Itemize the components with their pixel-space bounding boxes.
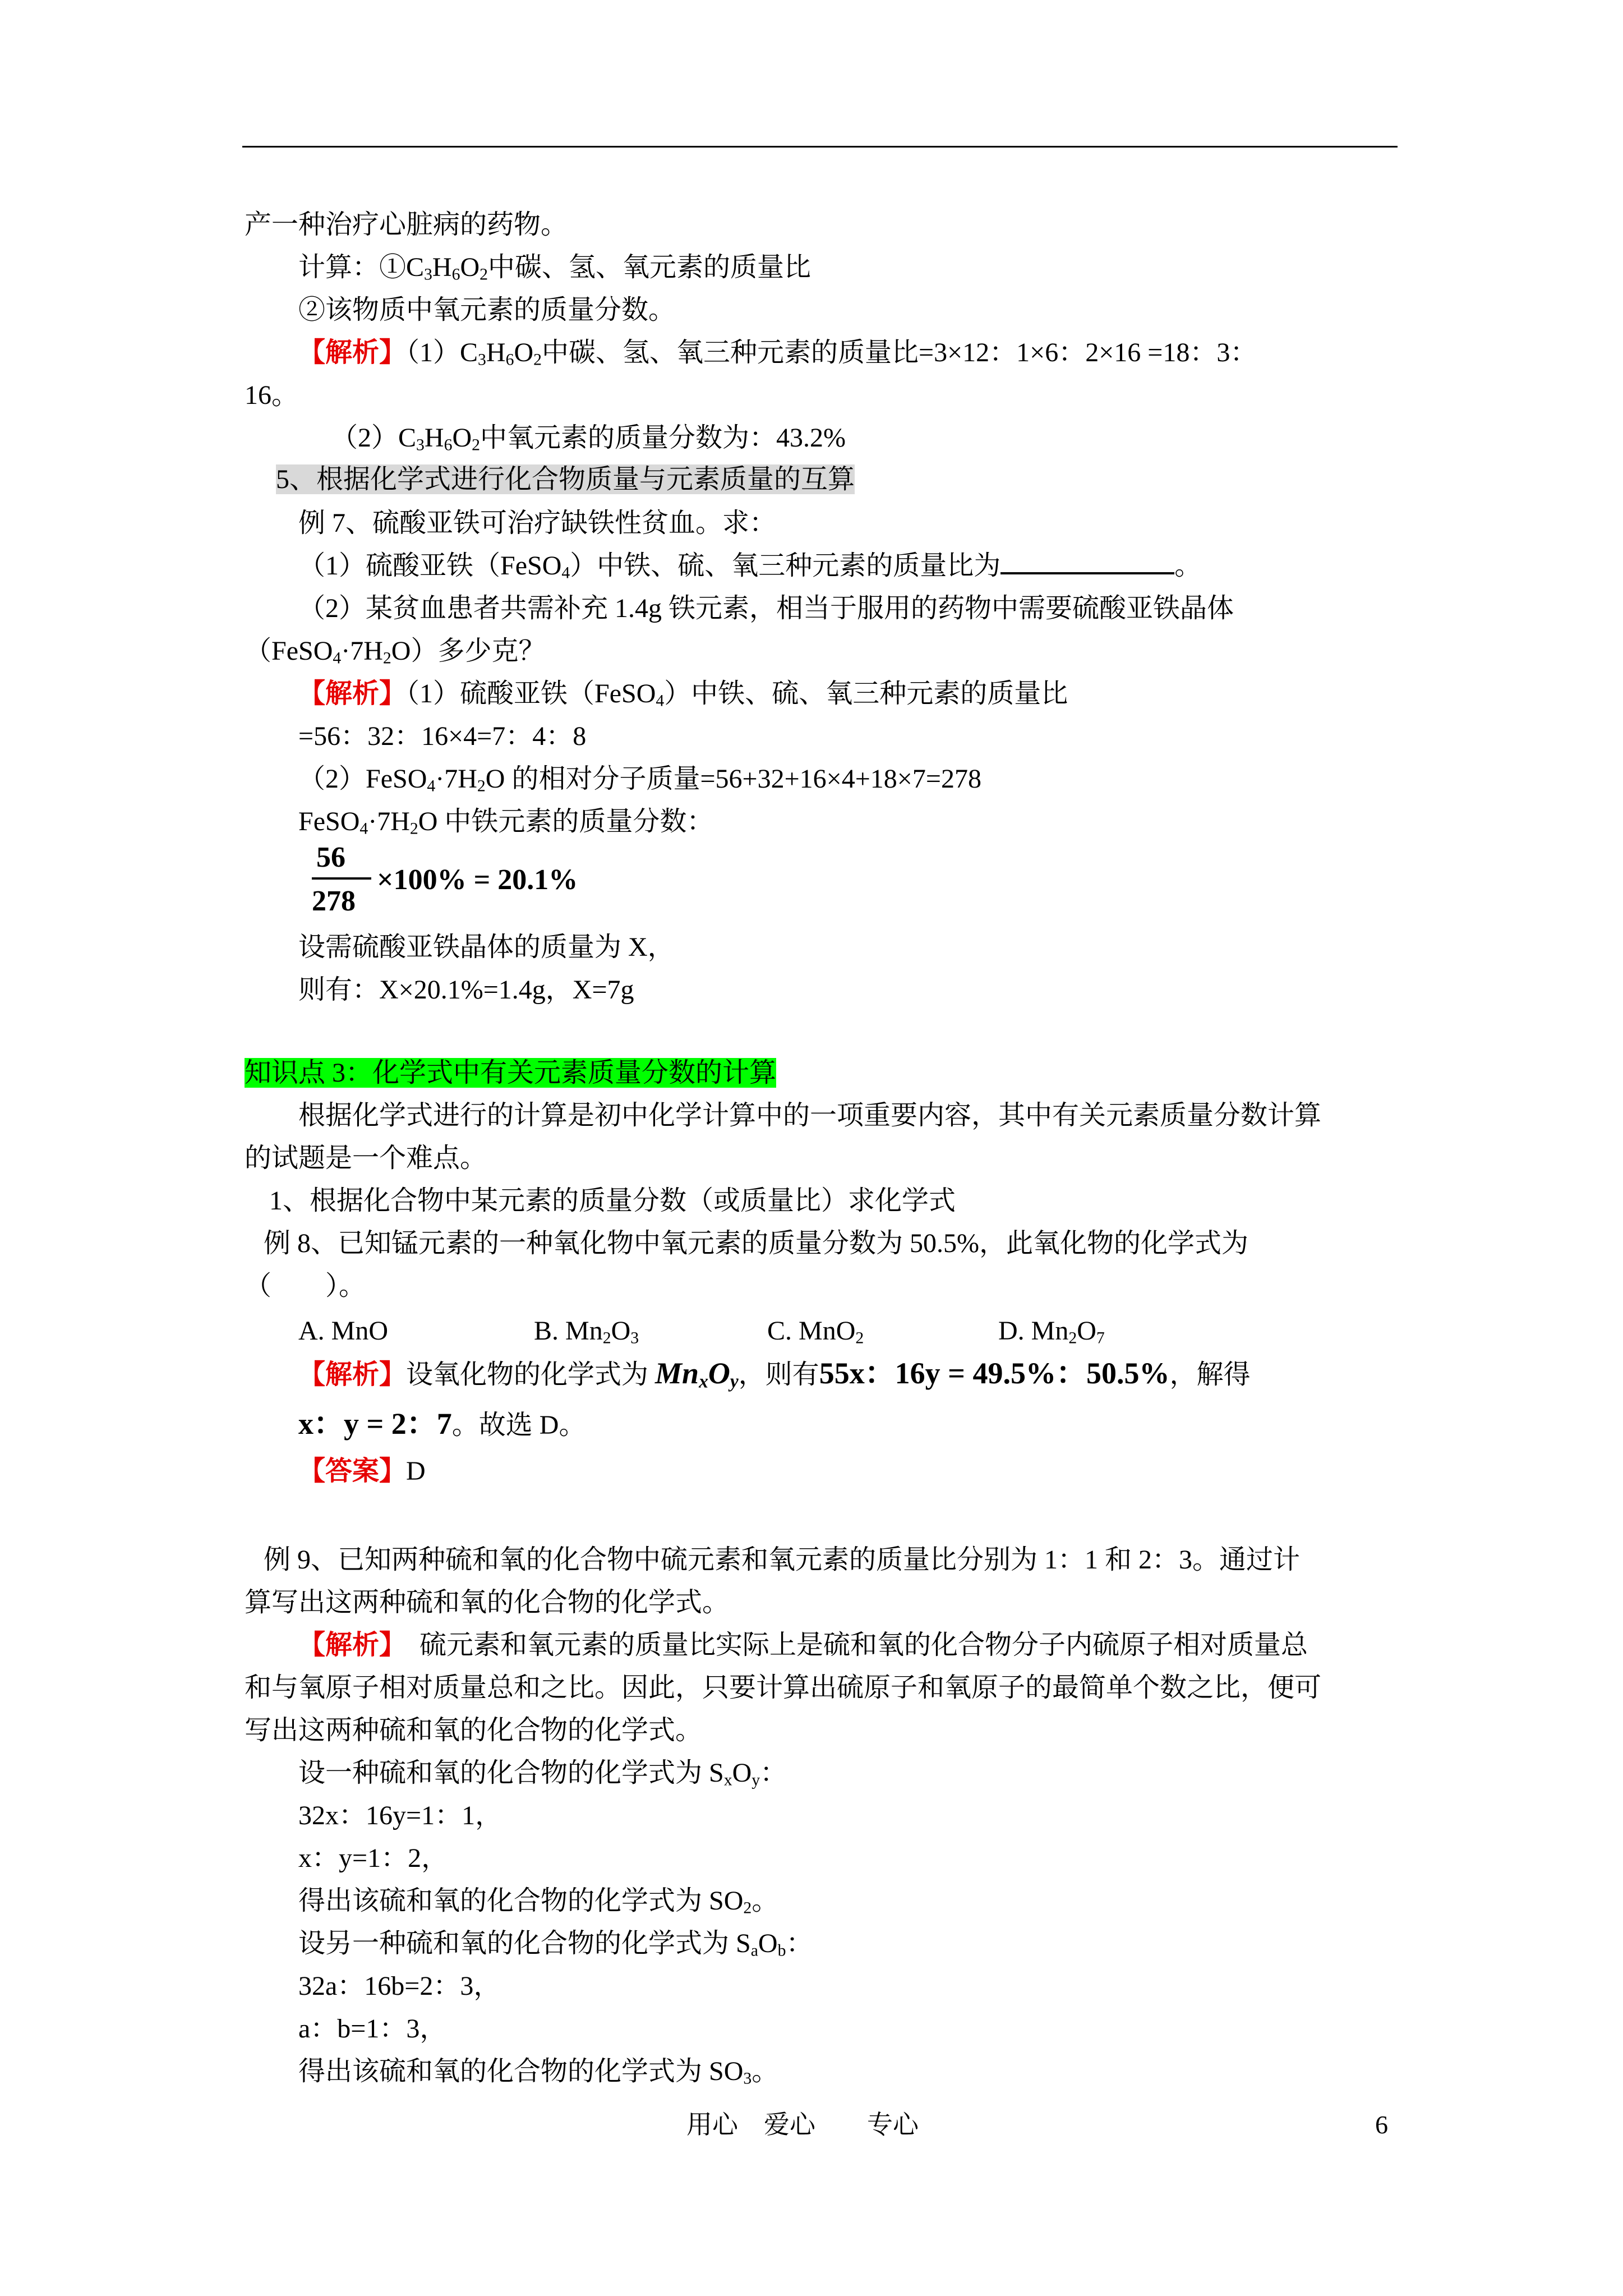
text-line: $(FeSO_4\cdot 7H_2O)$多少克？ — [245, 636, 546, 668]
ratio-equation: 55x：16y = 49.5%：50.5% — [819, 1356, 1170, 1390]
fraction-denominator: 278 — [312, 885, 356, 917]
text-line: 【解析】 硫元素和氧元素的质量比实际上是硫和氧的化合物分子内硫原子相对质量总 — [298, 1630, 1308, 1660]
text-line: 设另一种硫和氧的化合物的化学式为 $S_aO_b$： — [298, 1929, 813, 1960]
option-a: A. MnO — [298, 1316, 389, 1346]
text-line: $FeSO_4\cdot 7H_2O$ 中铁元素的质量分数： — [298, 807, 714, 838]
text-line: a：b=1：3， — [298, 2014, 447, 2044]
text-line: 【答案】D — [298, 1456, 426, 1486]
analysis-tag: 【解析】 — [298, 679, 407, 708]
text-line: （1）硫酸亚铁（FeSO$_4$）中铁、硫、氧三种元素的质量比为 。 — [298, 551, 1202, 582]
text-line: 的试题是一个难点。 — [245, 1143, 487, 1173]
text-line: 根据化学式进行的计算是初中化学计算中的一项重要内容，其中有关元素质量分数计算 — [298, 1101, 1322, 1130]
option-d: D. $Mn_2O_7$ — [998, 1316, 1105, 1347]
text-line: x：y=1：2， — [298, 1843, 449, 1873]
text-line: （2）某贫血患者共需补充 1.4g 铁元素，相当于服用的药物中需要硫酸亚铁晶体 — [298, 593, 1234, 623]
text-line: 设需硫酸亚铁晶体的质量为 X， — [298, 932, 675, 962]
text-line: $(2)FeSO_4\cdot 7H_2O$ 的相对分子质量=56+32+16×4+18×7=278 — [298, 764, 981, 795]
fraction-bar — [312, 877, 371, 880]
text-line: （ ）。 — [245, 1271, 366, 1301]
fraction-numerator: 56 — [316, 841, 345, 873]
footer-motto: 用心 爱心 专心 — [686, 2110, 919, 2139]
analysis-tag: 【解析】 — [298, 338, 407, 367]
text-line: 例 9、已知两种硫和氧的化合物中硫元素和氧元素的质量比分别为 1：1 和 2：3。通过计 — [264, 1545, 1301, 1575]
text-line: 【解析】$(1)C_3H_6O_2$中碳、氢、氧三种元素的质量比=3×12：1×6：2×16 =18：3： — [298, 338, 1257, 369]
ratio-result: x：y = 2：7 — [298, 1407, 452, 1441]
text-line: 计算：$①C_3H_6O_2$中碳、氢、氧元素的质量比 — [298, 252, 811, 284]
knowledge-heading: 知识点 3：化学式中有关元素质量分数的计算 — [245, 1058, 777, 1088]
text-line: 【解析】（1）硫酸亚铁（FeSO$_4$）中铁、硫、氧三种元素的质量比 — [298, 679, 1068, 710]
option-b: B. $Mn_2O_3$ — [534, 1316, 639, 1347]
section-heading: 5、根据化学式进行化合物质量与元素质量的互算 — [276, 464, 855, 494]
formula-mnxoy: $Mn_xO_y$ — [655, 1356, 739, 1392]
fraction-result: ×100% = 20.1% — [377, 864, 578, 896]
text-line: 设一种硫和氧的化合物的化学式为 $S_xO_y$： — [298, 1758, 787, 1789]
text-line: 则有：X×20.1%=1.4g，X=7g — [298, 975, 634, 1005]
text-line: 得出该硫和氧的化合物的化学式为 $SO_2$。 — [298, 1886, 779, 1917]
option-c: C. MnO$_2$ — [767, 1316, 864, 1347]
answer-blank — [1000, 553, 1174, 574]
header-rule — [242, 146, 1398, 148]
text-line: 写出这两种硫和氧的化合物的化学式。 — [245, 1715, 703, 1745]
analysis-tag: 【解析】 — [298, 1630, 393, 1660]
text-line: 产一种治疗心脏病的药物。 — [245, 210, 568, 240]
page-number: 6 — [1375, 2110, 1388, 2139]
text-line: 32x：16y=1：1， — [298, 1801, 502, 1830]
text-line: 例 7、硫酸亚铁可治疗缺铁性贫血。求： — [298, 508, 777, 538]
analysis-tag: 【解析】 — [298, 1360, 407, 1389]
text-line: 和与氧原子相对质量总和之比。因此，只要计算出硫原子和氧原子的最简单个数之比，便可 — [245, 1673, 1322, 1703]
text-line: 16。 — [245, 380, 299, 410]
text-line: 算写出这两种硫和氧的化合物的化学式。 — [245, 1588, 730, 1617]
answer-tag: 【答案】 — [298, 1456, 407, 1486]
text-line: 32a：16b=2：3， — [298, 1971, 501, 2001]
text-line: ②该物质中氧元素的质量分数。 — [298, 295, 676, 325]
text-line: 得出该硫和氧的化合物的化学式为 $SO_3$。 — [298, 2056, 779, 2088]
text-line: 1、根据化合物中某元素的质量分数（或质量比）求化学式 — [269, 1186, 956, 1216]
text-line: x：y = 2：7。故选 D。 — [298, 1407, 586, 1441]
text-line: =56：32：16×4=7：4：8 — [298, 721, 587, 751]
text-line: $(2)C_3H_6O_2$中氧元素的质量分数为：43.2% — [331, 423, 846, 454]
text-line: 例 8、已知锰元素的一种氧化物中氧元素的质量分数为 50.5%，此氧化物的化学式为 — [264, 1228, 1248, 1258]
text-line: 【解析】设氧化物的化学式为 $Mn_xO_y$，则有55x：16y = 49.5%：50.5%，解得 — [298, 1356, 1251, 1392]
